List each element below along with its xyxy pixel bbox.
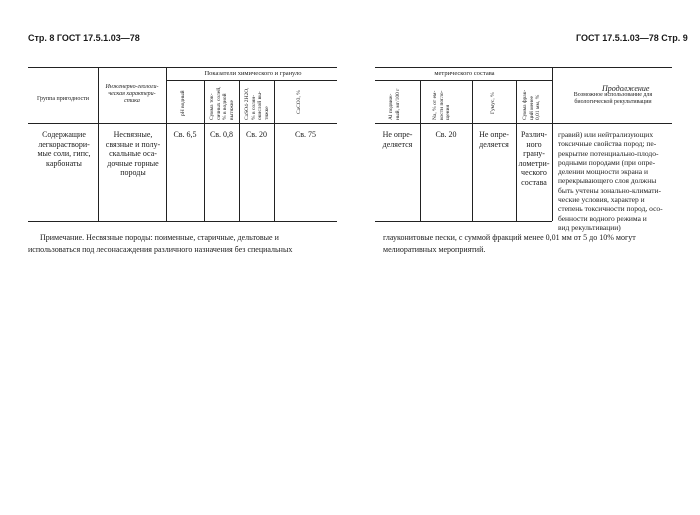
row-fractions-value: Различ- ного грану- лометри- ческого состава xyxy=(518,130,550,187)
vert-header-na: Na, % от ем- кости погло- щения xyxy=(432,90,451,120)
vert-header-ph: pH водный xyxy=(180,90,186,116)
row-ph-value: Св. 6,5 xyxy=(173,130,197,139)
row-engineering-value: Несвязные, связные и полу- скальные оса- дочные горные породы xyxy=(105,130,161,177)
left-table-top-rule xyxy=(28,67,337,68)
vert-header-fractions: Сумма фрак- ций менее 0,01 мм, % xyxy=(522,89,541,120)
col-header-group: Группа пригодности xyxy=(36,96,90,102)
right-col-divider-4 xyxy=(552,67,553,221)
right-page-header: ГОСТ 17.5.1.03—78 Стр. 9 xyxy=(576,33,688,43)
left-note-line-2: использоваться под лесонасаждения различного назначения без специальных xyxy=(28,245,293,254)
row-humus-value: Не опре- деляется xyxy=(479,130,509,149)
right-col-divider-2 xyxy=(472,80,473,221)
row-use-value: гравий) или нейтрализующих токсичные свойства пород; пе- рекрытие потенциально-плодо- родными породами (при опре- делении мощности экрана и перекрывающего слоя должны быть учтены зонально-климати- ческие условия, характер и степень токсичности пород, осо- бенности водного режима и вид рекультивации) xyxy=(558,130,663,232)
left-col-divider-2 xyxy=(166,67,167,221)
vert-header-caco3: CaCO3, % xyxy=(296,90,302,114)
right-note-line-1: глауконитовые пески, с суммой фракций менее 0,01 мм от 5 до 10% могут xyxy=(383,233,636,242)
left-page-header: Стр. 8 ГОСТ 17.5.1.03—78 xyxy=(28,33,140,43)
vert-header-humus: Гумус, % xyxy=(490,92,496,114)
row-caco3-value: Св. 75 xyxy=(294,130,317,139)
left-header-bottom-rule xyxy=(28,123,337,124)
right-table-bottom-rule xyxy=(375,221,552,222)
vert-header-salts: Сумма ток- сичных солей, % в водной вытяжке xyxy=(209,86,235,120)
row-salts-value: Св. 0,8 xyxy=(209,130,234,139)
left-note-line-1: Примечание. Несвязные породы: поименные, старичные, дельтовые и xyxy=(40,233,279,242)
row-caso4-value: Св. 20 xyxy=(245,130,268,139)
vert-header-al: Al подвиж- ный, мг/100 г xyxy=(388,88,401,120)
row-na-value: Св. 20 xyxy=(435,130,457,139)
right-chem-header-rule xyxy=(375,80,552,81)
col-header-chemical: Показатели химического и грануло xyxy=(204,70,302,77)
right-note-line-2: мелиоративных мероприятий. xyxy=(383,245,486,254)
left-col-divider-3 xyxy=(204,80,205,221)
right-table-top-rule xyxy=(375,67,672,68)
row-group-value: Содержащие легкораствори- мые соли, гипс, карбонаты xyxy=(37,130,91,168)
left-chem-header-rule xyxy=(166,80,337,81)
col-header-engineering: Инженерно-геологи- ческая характери- стика xyxy=(105,84,159,104)
col-header-use: Возможное использование для биологической рекультивации xyxy=(573,92,653,105)
left-col-divider-4 xyxy=(239,80,240,221)
row-al-value: Не опре- деляется xyxy=(382,130,413,149)
left-col-divider-5 xyxy=(274,80,275,221)
continuation-label: Продолжение xyxy=(602,84,650,93)
right-col-divider-1 xyxy=(420,80,421,221)
vert-header-caso4: CaSO4·2H2O, % в солян- окислой вы- тяжке xyxy=(244,87,270,120)
col-header-chemical-cont: метрического состава xyxy=(434,70,495,77)
left-table-bottom-rule xyxy=(28,221,337,222)
